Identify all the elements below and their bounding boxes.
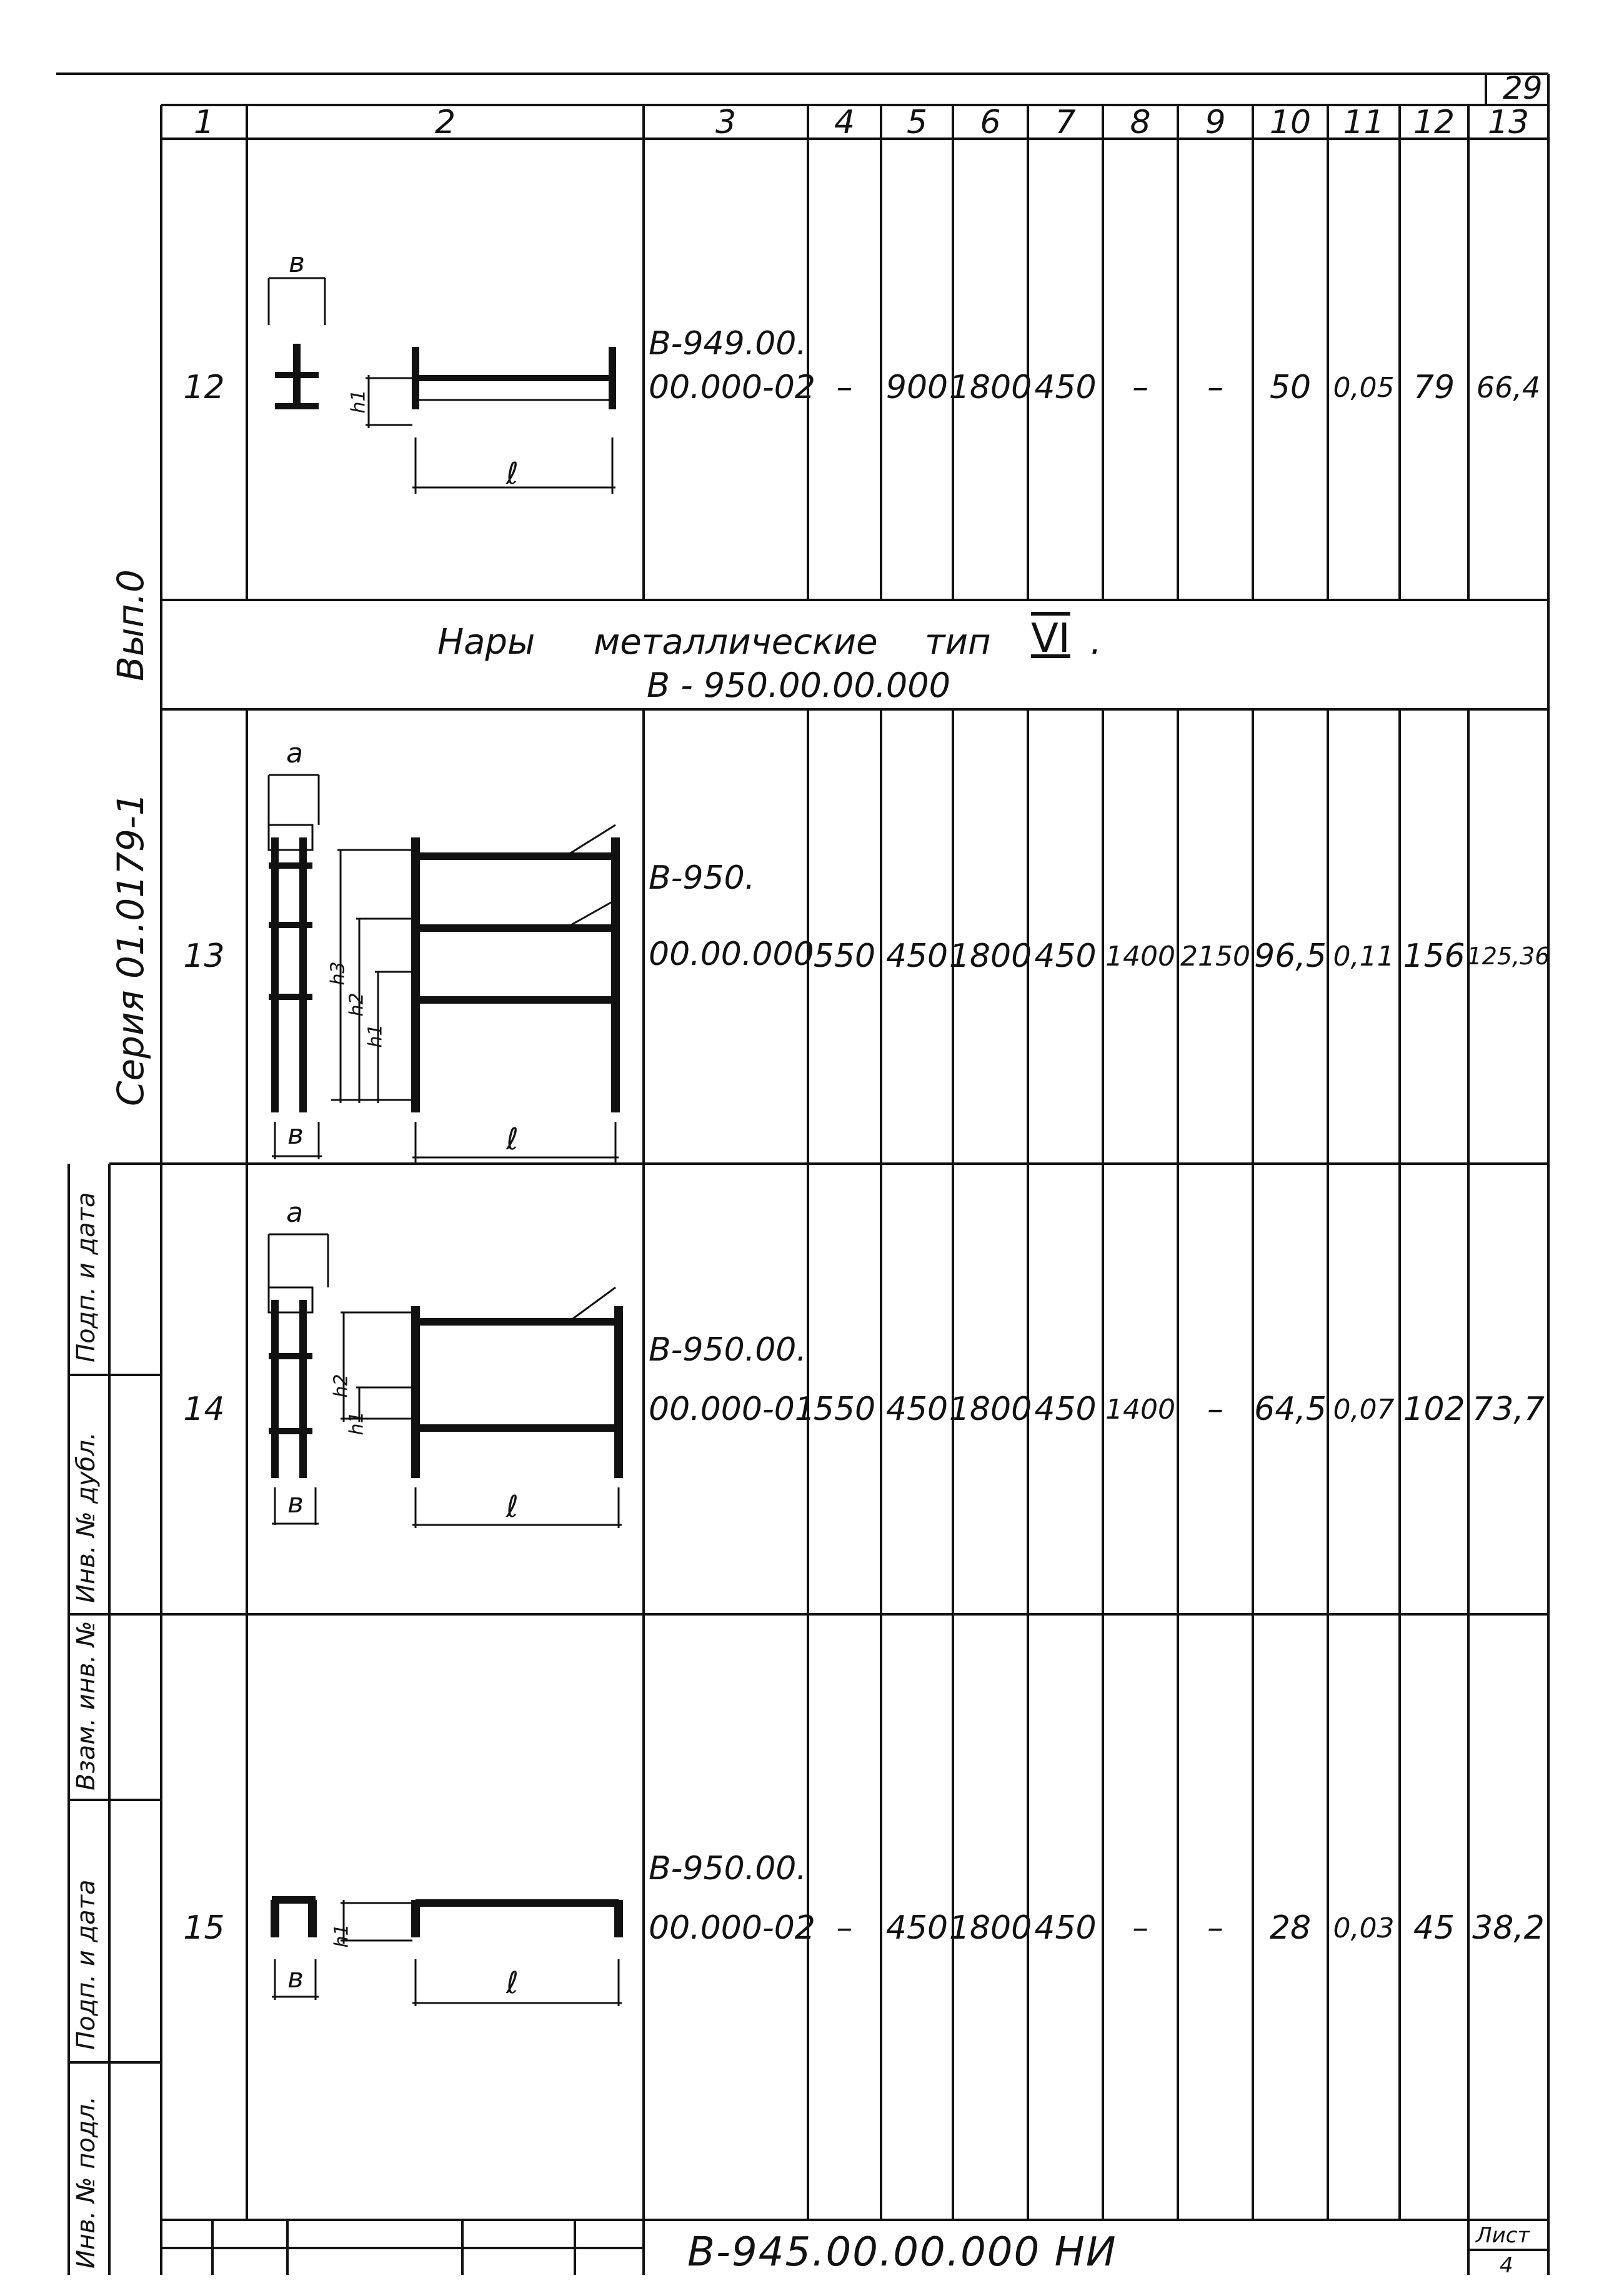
sketch-row-14 bbox=[269, 1234, 622, 1528]
dim-label-l: ℓ bbox=[506, 1489, 519, 1524]
cell-col8: 1400 bbox=[1105, 1393, 1175, 1426]
cell-col12: 79 bbox=[1413, 369, 1455, 406]
cell-col13: 73,7 bbox=[1472, 1391, 1545, 1428]
stamp-field-sign-date: Подп. и дата bbox=[72, 1192, 101, 1362]
cell-col4: – bbox=[836, 369, 853, 406]
col-header-8: 8 bbox=[1130, 104, 1151, 141]
col-header-3: 3 bbox=[715, 104, 737, 141]
cell-col5: 450 bbox=[885, 937, 949, 975]
page-number: 29 bbox=[1503, 70, 1543, 106]
cell-col12: 45 bbox=[1413, 1909, 1455, 1947]
stamp-field-replace-inv: Взам. инв. № bbox=[72, 1621, 101, 1791]
cell-col9: – bbox=[1207, 1909, 1223, 1947]
cell-col10: 96,5 bbox=[1254, 937, 1327, 975]
item-code-line1: В-950. bbox=[649, 859, 755, 897]
col-header-11: 11 bbox=[1343, 104, 1385, 141]
cell-col8: – bbox=[1132, 369, 1148, 406]
cell-col12: 156 bbox=[1403, 937, 1465, 975]
item-code-line2: 00.000-02 bbox=[649, 369, 815, 406]
dim-label-l: ℓ bbox=[506, 1966, 519, 2001]
cell-col4: 550 bbox=[813, 1391, 876, 1428]
cell-col6: 1800 bbox=[949, 937, 1032, 975]
cell-col10: 64,5 bbox=[1254, 1391, 1327, 1428]
item-code-line2: 00.000-02 bbox=[649, 1909, 815, 1947]
section-code: В - 950.00.00.000 bbox=[647, 666, 950, 705]
dim-label-h1: h1 bbox=[364, 1024, 387, 1048]
section-title-word-2: металлические bbox=[594, 622, 878, 662]
col-header-2: 2 bbox=[434, 104, 456, 141]
margin-series: Серия 01.0179-1 bbox=[109, 792, 152, 1106]
cell-col11: 0,07 bbox=[1333, 1393, 1395, 1426]
dim-label-a: а bbox=[286, 737, 303, 769]
cell-col9: – bbox=[1207, 1391, 1223, 1428]
dim-label-h2: h2 bbox=[346, 992, 368, 1017]
sheet-number: 4 bbox=[1500, 2253, 1513, 2278]
cell-col8: 1400 bbox=[1105, 940, 1175, 972]
dim-label-h3: h3 bbox=[327, 961, 349, 986]
col-header-13: 13 bbox=[1487, 104, 1530, 141]
sheet-label: Лист bbox=[1476, 2223, 1530, 2248]
cell-col9: – bbox=[1207, 369, 1223, 406]
dim-label-a: а bbox=[286, 1197, 303, 1229]
item-code-line1: В-949.00. bbox=[649, 325, 807, 362]
dim-label-b: в bbox=[287, 1487, 304, 1519]
cell-col4: 550 bbox=[813, 937, 876, 975]
cell-col4: – bbox=[836, 1909, 853, 1947]
cell-col7: 450 bbox=[1034, 369, 1097, 406]
cell-col5: 900 bbox=[885, 369, 949, 406]
row-number: 13 bbox=[183, 937, 225, 975]
dim-label-l: ℓ bbox=[506, 456, 519, 491]
sketch-row-12 bbox=[269, 278, 615, 494]
sketch-row-13 bbox=[269, 775, 619, 1162]
cell-col12: 102 bbox=[1403, 1391, 1465, 1428]
cell-col11: 0,03 bbox=[1333, 1912, 1395, 1944]
col-header-7: 7 bbox=[1055, 104, 1076, 141]
col-header-4: 4 bbox=[834, 104, 855, 141]
stamp-field-sign-date-2: Подп. и дата bbox=[72, 1879, 101, 2050]
cell-col13: 125,36 bbox=[1467, 942, 1550, 970]
cell-col6: 1800 bbox=[949, 1391, 1032, 1428]
cell-col8: – bbox=[1132, 1909, 1148, 1947]
row-number: 15 bbox=[183, 1909, 225, 1947]
col-header-5: 5 bbox=[906, 104, 928, 141]
dim-label-h1: h1 bbox=[331, 1924, 353, 1948]
col-header-12: 12 bbox=[1413, 104, 1455, 141]
section-roman-numeral: VI bbox=[1031, 616, 1070, 662]
margin-issue: Вып.0 bbox=[109, 569, 152, 681]
item-code-line2: 00.00.000 bbox=[649, 936, 814, 973]
row-number: 12 bbox=[183, 369, 225, 406]
col-header-6: 6 bbox=[980, 104, 1001, 141]
col-header-10: 10 bbox=[1269, 104, 1312, 141]
document-code: В-945.00.00.000 НИ bbox=[687, 2229, 1117, 2276]
cell-col11: 0,05 bbox=[1333, 371, 1395, 404]
dim-label-b: в bbox=[289, 247, 305, 279]
cell-col7: 450 bbox=[1034, 937, 1097, 975]
stamp-field-inv-orig: Инв. № подл. bbox=[72, 2096, 101, 2269]
cell-col7: 450 bbox=[1034, 1909, 1097, 1947]
cell-col13: 38,2 bbox=[1472, 1909, 1545, 1947]
section-roman-suffix: . bbox=[1090, 622, 1102, 662]
cell-col6: 1800 bbox=[949, 369, 1032, 406]
dim-label-h2: h2 bbox=[330, 1374, 352, 1398]
stamp-field-inv-dup: Инв. № дубл. bbox=[72, 1432, 101, 1603]
col-header-9: 9 bbox=[1205, 104, 1226, 141]
dim-label-b: в bbox=[287, 1962, 304, 1994]
item-code-line1: В-950.00. bbox=[649, 1850, 807, 1887]
item-code-line1: В-950.00. bbox=[649, 1331, 807, 1369]
section-title-word-1: Нары bbox=[437, 622, 536, 662]
item-code-line2: 00.000-01 bbox=[649, 1391, 815, 1428]
section-title-word-3: тип bbox=[925, 622, 991, 662]
cell-col13: 66,4 bbox=[1476, 371, 1541, 404]
col-header-1: 1 bbox=[193, 104, 215, 141]
cell-col10: 50 bbox=[1269, 369, 1312, 406]
cell-col9: 2150 bbox=[1180, 940, 1250, 972]
cell-col5: 450 bbox=[885, 1391, 949, 1428]
cell-col7: 450 bbox=[1034, 1391, 1097, 1428]
cell-col5: 450 bbox=[885, 1909, 949, 1947]
dim-label-l: ℓ bbox=[506, 1122, 519, 1157]
dim-label-h1: h1 bbox=[346, 1411, 368, 1436]
sketch-row-15 bbox=[272, 1900, 622, 2006]
row-number: 14 bbox=[183, 1391, 225, 1428]
dim-label-h1: h1 bbox=[347, 389, 370, 414]
dim-label-b: в bbox=[287, 1119, 304, 1151]
cell-col10: 28 bbox=[1269, 1909, 1312, 1947]
cell-col6: 1800 bbox=[949, 1909, 1032, 1947]
cell-col11: 0,11 bbox=[1333, 940, 1395, 972]
